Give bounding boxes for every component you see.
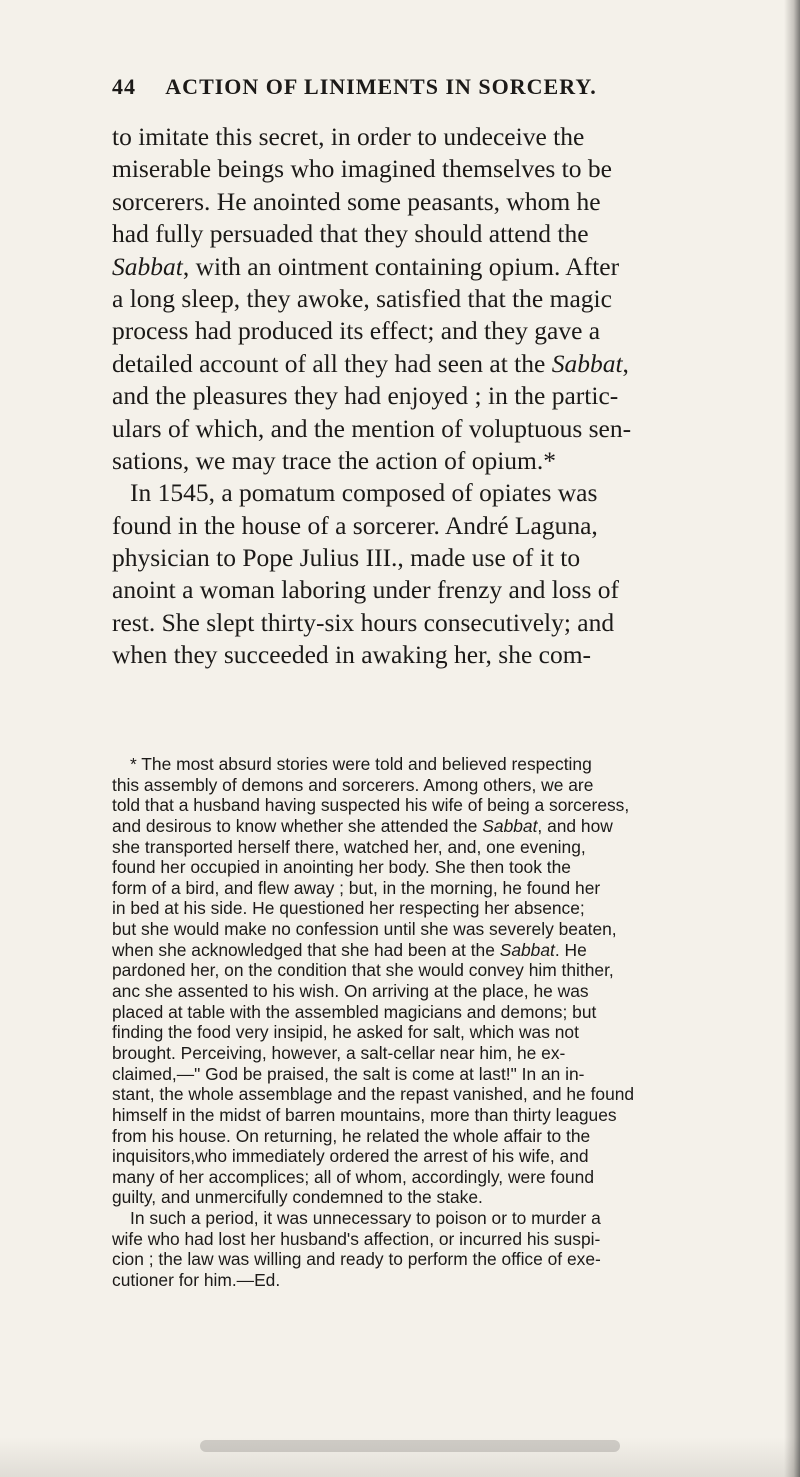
footnote-line: told that a husband having suspected his wife of being a sorceress, [112, 795, 630, 816]
text-line: anoint a woman laboring under frenzy and loss of [112, 575, 620, 605]
text-span: , and how [537, 815, 613, 836]
footnote-line: * The most absurd stories were told and believed respecting [130, 754, 592, 774]
footnote-line: placed at table with the assembled magicians and demons; but [112, 1001, 597, 1022]
text-span: and desirous to know whether she attended the [112, 815, 483, 836]
text-line: ulars of which, and the mention of voluptuous sen- [112, 413, 632, 443]
footnote-line: many of her accomplices; all of whom, accordingly, were found [112, 1166, 595, 1187]
page-number: 44 [112, 74, 136, 99]
footnote-line: in bed at his side. He questioned her respecting her absence; [112, 898, 585, 919]
text-line: a long sleep, they awoke, satisfied that the magic [112, 283, 612, 313]
main-text [112, 121, 788, 672]
text-line: physician to Pope Julius III., made use of it to [112, 543, 581, 573]
text-line: had fully persuaded that they should attend the [112, 219, 589, 249]
italic-text: Sabbat [112, 251, 183, 281]
footnote-line: claimed,—" God be praised, the salt is come at last!" In an in- [112, 1063, 585, 1084]
footnote-line: cutioner for him.—Ed. [112, 1270, 281, 1291]
footnote-line: guilty, and unmercifully condemned to the stake. [112, 1187, 483, 1208]
italic-text: Sabbat [551, 348, 623, 378]
text-line: sations, we may trace the action of opium.* [112, 445, 556, 475]
text-line: to imitate this secret, in order to undeceive the [112, 122, 585, 151]
text-span: . He [554, 939, 587, 960]
text-line: found in the house of a sorcerer. André Laguna, [112, 510, 598, 540]
italic-text: Sabbat [499, 939, 555, 960]
footnote-line: pardoned her, on the condition that she would convey him thither, [112, 960, 614, 981]
footnote-line: cion ; the law was willing and ready to perform the office of exe- [112, 1249, 601, 1270]
text-line: and the pleasures they had enjoyed ; in the partic- [112, 381, 619, 411]
footnote-line: inquisitors,who immediately ordered the arrest of his wife, and [112, 1146, 589, 1167]
footnote-line: this assembly of demons and sorcerers. Among others, we are [112, 774, 594, 795]
text-line: In 1545, a pomatum composed of opiates was [130, 478, 598, 508]
page-bottom-shadow [0, 1437, 800, 1477]
footnote [112, 754, 788, 1291]
text-line: miserable beings who imagined themselves to be [112, 154, 612, 184]
italic-text: Sabbat [482, 815, 538, 836]
footnote-line: found her occupied in anointing her body. She then took the [112, 857, 571, 878]
text-span: detailed account of all they had seen at the [112, 348, 552, 378]
footnote-line: wife who had lost her husband's affection, or incurred his suspi- [112, 1228, 601, 1249]
footnote-line: she transported herself there, watched her, and, one evening, [112, 836, 586, 857]
text-line: sorcerers. He anointed some peasants, whom he [112, 186, 601, 216]
footnote-line: himself in the midst of barren mountains, more than thirty leagues [112, 1104, 617, 1125]
footnote-line [112, 816, 788, 837]
text-span: , [622, 348, 629, 378]
running-header [112, 74, 752, 102]
footnote-line: stant, the whole assemblage and the repast vanished, and he found [112, 1084, 635, 1105]
text-span: , with an ointment containing opium. After [182, 251, 620, 281]
page-edge-shadow [784, 0, 800, 1477]
footnote-line: finding the food very insipid, he asked for salt, which was not [112, 1022, 579, 1043]
footnote-line: anc she assented to his wish. On arriving at the place, he was [112, 981, 589, 1002]
text-line [112, 348, 788, 380]
footnote-line [112, 940, 788, 961]
text-line [112, 251, 788, 283]
text-span: when she acknowledged that she had been at the [112, 939, 500, 960]
running-title: ACTION OF LINIMENTS IN SORCERY. [165, 74, 597, 99]
footnote-line: but she would make no confession until she was severely beaten, [112, 919, 617, 940]
text-line: when they succeeded in awaking her, she com- [112, 640, 592, 670]
footnote-line: In such a period, it was unnecessary to poison or to murder a [130, 1208, 601, 1229]
footnote-line: brought. Perceiving, however, a salt-cellar near him, he ex- [112, 1042, 566, 1063]
footnote-line: from his house. On returning, he related the whole affair to the [112, 1125, 591, 1146]
text-line: process had produced its effect; and they gave a [112, 316, 601, 346]
text-line: rest. She slept thirty-six hours consecutively; and [112, 607, 615, 637]
footnote-line: form of a bird, and flew away ; but, in the morning, he found her [112, 877, 601, 898]
